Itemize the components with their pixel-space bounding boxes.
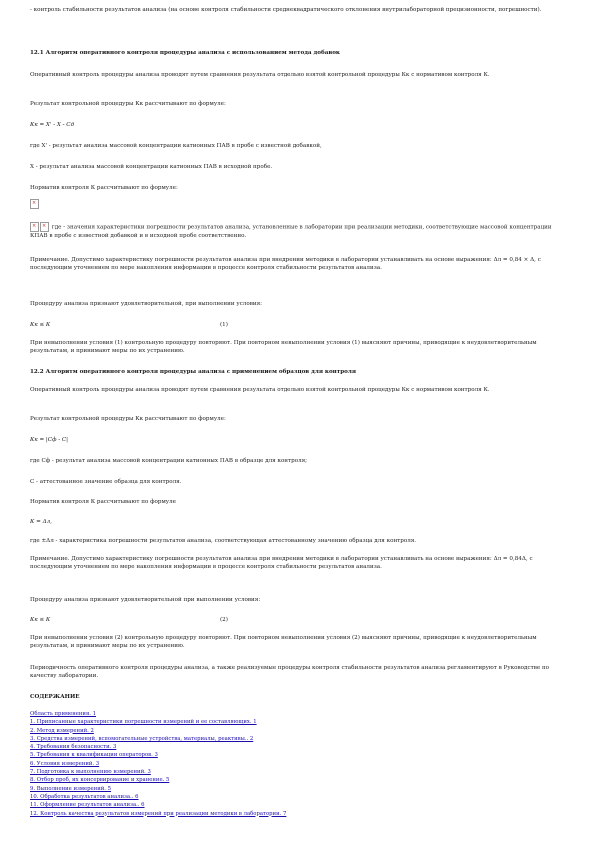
s2-condition-row [30,616,565,624]
s2-paragraph-1: Оперативный контроль процедуры анализа проводят путем сравнения результата отдельно взятой контрольной процедуры Кк с нормативом контроля К. [30,387,490,393]
toc-link[interactable]: 7. Подготовка к выполнению измерений. 3 [30,769,151,776]
s2-paragraph-4: С - аттестованное значение образца для контроля. [30,479,182,485]
broken-image-icon [30,199,39,209]
s1-paragraph-3: где Х' - результат анализа массовой концентрации катионных ПАВ в пробе с известной добавкой, [30,143,322,149]
s1-paragraph-1: Оперативный контроль процедуры анализа проводят путем сравнения результата отдельно взятой контрольной процедуры Кк с нормативом контроля К. [30,72,490,78]
s1-condition-row [30,321,565,329]
toc-link[interactable]: 5. Требования к квалификации операторов. 3 [30,752,158,759]
s1-paragraph-4: Х - результат анализа массовой концентрации катионных ПАВ в исходной пробе. [30,164,273,170]
s2-paragraph-8: Процедуру анализа признают удовлетворительной при выполнении условия: [30,597,261,603]
toc-link[interactable]: 3. Средства измерений, вспомогательные устройства, материалы, реактивы.. 2 [30,735,254,742]
s1-paragraph-8: Процедуру анализа признают удовлетворительной, при выполнении условия: [30,301,262,307]
s1-note: Примечание. Допустимо характеристику погрешности результатов анализа при внедрении методики в лаборатории устанавливать на основе выражения: Δл = 0,84 × Δ, с последующим уточнением по мере накопления информации в процессе контроля стабильности результатов анализа. [30,257,541,271]
s2-paragraph-5: Норматив контроля К рассчитывают по формуле [30,499,176,505]
s2-paragraph-3: где Сф - результат анализа массовой концентрации катионных ПАВ в образце для контроля; [30,458,308,464]
intro-paragraph: - контроль стабильности результатов анализа (на основе контроля стабильности среднеквадратического отклонения внутрилабораторной прецизионности, погрешности). [30,7,542,13]
toc-title: СОДЕРЖАНИЕ [30,694,80,700]
s2-paragraph-9: При невыполнении условия (2) контрольную процедуру повторяют. При повторном невыполнении условия (2) выясняют причины, приводящие к неудовлетворительным результатам, и принимают меры по их устранению. [30,635,537,649]
broken-image-icon [30,222,39,232]
s2-condition-number: (2) [220,617,228,623]
closing-paragraph: Периодичность оперативного контроля процедуры анализа, а также реализуемые процедуры контроля стабильности результатов анализа регламентируют в Руководстве по качеству лаборатории. [30,665,550,679]
s1-paragraph-2: Результат контрольной процедуры Кк рассчитывают по формуле: [30,101,226,107]
toc-link[interactable]: 11. Оформление результатов анализа.. 6 [30,802,145,809]
s1-condition: Кк ≤ К [30,322,51,328]
s1-paragraph-9: При невыполнении условия (1) контрольную процедуру повторяют. При повторном невыполнении условия (1) выясняют причины, приводящие к неудовлетворительным результатам, и принимают меры по их устранению. [30,340,537,354]
s1-condition-number: (1) [220,322,228,328]
s1-formula: Кк = Х' - Х - Сд [30,122,75,128]
broken-image-icon [40,222,49,232]
s2-note: Примечание. Допустимо характеристику погрешности результатов анализа при внедрении методики в лаборатории устанавливать на основе выражения: Δл = 0,84Δ, с последующим уточнением по мере накопления информации в процессе контроля стабильности результатов анализа. [30,556,533,570]
s2-formula: Кк = |Сф - С| [30,437,69,443]
toc-link[interactable]: 2. Метод измерений. 2 [30,727,94,734]
toc-link[interactable]: 4. Требования безопасности. 3 [30,744,117,751]
s1-paragraph-6-wrap [30,222,565,240]
toc-link[interactable]: Область применения. 1 [30,711,97,717]
section-12-1-heading: 12.1 Алгоритм оперативного контроля процедуры анализа с использованием метода добавок [30,50,340,56]
section-12-2-heading: 12.2 Алгоритм оперативного контроля процедуры анализа с применением образцов для контроля [30,369,356,375]
toc-link[interactable]: 8. Отбор проб, их консервирование и хранение. 5 [30,777,170,784]
toc-link[interactable]: 10. Обработка результатов анализа.. 6 [30,793,139,800]
toc-link[interactable]: 12. Контроль качества результатов измерений при реализации методики в лаборатории. 7 [30,810,287,817]
s1-paragraph-6: где - значения характеристики погрешности результатов анализа, установленные в лаборатории при реализации методики, соответствующие массовой концентрации КПАВ в пробе с известной добавкой и в исходной пробе соответственно. [30,224,552,239]
table-of-contents [30,710,410,818]
s2-paragraph-2: Результат контрольной процедуры Кк рассчитывают по формуле: [30,416,226,422]
toc-link[interactable]: 6. Условия измерений. 3 [30,760,100,767]
s2-paragraph-6: где ±Δл - характеристика погрешности результатов анализа, соответствующая аттестованному значению образца для контроля. [30,538,417,544]
toc-link[interactable]: 9. Выполнение измерений. 5 [30,785,112,792]
s1-paragraph-5: Норматив контроля К рассчитывают по формуле: [30,185,178,191]
toc-link[interactable]: 1. Приписанные характеристики погрешности измерений и ее составляющих. 1 [30,719,257,726]
s2-formula-2: К = Δл, [30,519,52,525]
formula-image-placeholder [30,199,565,209]
s2-condition: Кк ≤ К [30,617,51,623]
